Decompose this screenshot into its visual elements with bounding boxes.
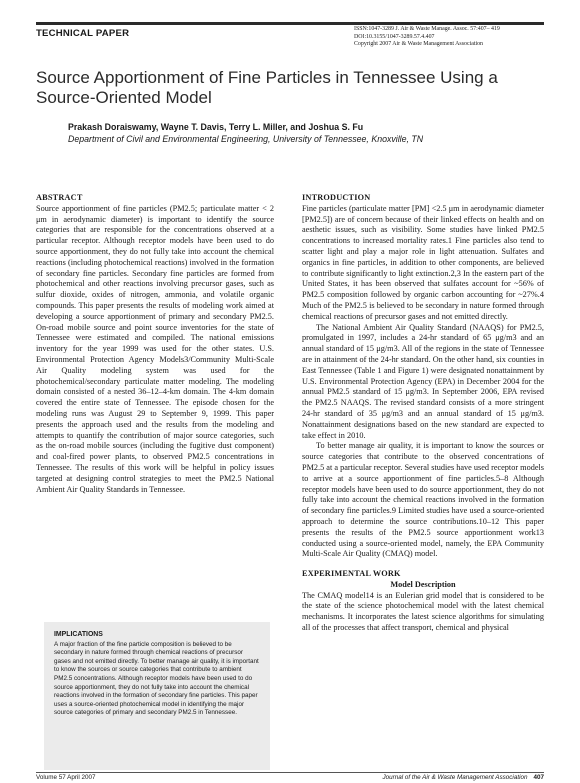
implications-text: A major fraction of the fine particle composition is believed to be secondary in nature formed through chemical reactions of precursor gases and not emitted directly. To better manage air quality, it is important to know the sources or source categories that contribute to ambient PM2.5 concentrations. Although receptor models have been used to do source apportionment, they do not fully take into account the chemical reactions involved in the formation of secondary fine particles. This paper uses a source-oriented photochemical model in identifying the major source categories of primary and secondary PM2.5 in Tennessee.	[54, 640, 259, 717]
footer-journal	[382, 774, 544, 781]
implications-heading: IMPLICATIONS	[54, 631, 103, 638]
journal-citation: ISSN:1047-3289 J. Air & Waste Manage. Assoc. 57:407– 419	[354, 26, 500, 32]
experimental-heading: EXPERIMENTAL WORK	[302, 569, 401, 579]
experimental-para-1: The CMAQ model14 is an Eulerian grid model that is considered to be the state of the science photochemical model with the latest chemical mechanisms. It incorporates the latest science algorithms for simulating all of the processes that affect transport, chemical and physical	[302, 590, 544, 633]
footer-volume: Volume 57 April 2007	[36, 774, 96, 781]
implications-box	[44, 622, 270, 770]
affiliation: Department of Civil and Environmental Engineering, University of Tennessee, Knoxville, TN	[68, 134, 424, 144]
copyright: Copyright 2007 Air & Waste Management Association	[354, 41, 483, 48]
model-description-heading: Model Description	[390, 579, 456, 589]
footer-rule	[36, 772, 544, 773]
introduction-para-3: To better manage air quality, it is important to know the sources or source categories that contribute to the observed concentrations of PM2.5 at a particular receptor. Several studies have used receptor models to arrive at a source apportionment of fine particles.5–8 Although receptor models have been used to do source apportionment, they do not fully take into account the chemical reactions involved in the formation of secondary fine particles.9 Limited studies have used a source-oriented approach to determine the source contributions.10–12 This paper presents the results of the PM2.5 source apportionment work13 conducted using a source-oriented model, namely, the EPA Community Multi-Scale Air Quality (CMAQ) model.	[302, 441, 544, 559]
doi: DOI:10.3155/1047-3289.57.4.407	[354, 33, 435, 40]
abstract-heading: ABSTRACT	[36, 193, 83, 202]
section-label: TECHNICAL PAPER	[36, 28, 130, 39]
journal-meta	[354, 26, 546, 49]
authors: Prakash Doraiswamy, Wayne T. Davis, Terry L. Miller, and Joshua S. Fu	[68, 122, 364, 132]
article-title	[36, 68, 556, 108]
left-column	[36, 193, 274, 495]
right-column	[302, 193, 544, 634]
page-number: 407	[533, 774, 544, 781]
top-rule	[36, 22, 544, 25]
abstract-text: Source apportionment of fine particles (PM2.5; particulate matter < 2 μm in aerodynamic diameter) is important to identify the source categories that are responsible for the concentrations observed at a particular receptor. Although receptor models have been used to do source apportionment, they do not fully take into account the chemical reactions (including photochemical reactions) involved in the formation of secondary fine particles. Secondary fine particles are formed from photochemical and other reactions involving precursor gases, such as sulfur dioxide, oxides of nitrogen, ammonia, and volatile organic compounds. This paper presents the results of modeling work aimed at developing a source apportionment of primary and secondary PM2.5. On-road mobile source and point source inventories for the state of Tennessee were estimated and compiled. The national emissions inventory for the year 1999 was used for the other states. U.S. Environmental Protection Agency Models3/Community Multi-Scale Air Quality modeling system was used for the photochemical/secondary particulate matter modeling. The modeling domain consisted of a nested 36–12–4-km domain. The 4-km domain covered the entire state of Tennessee. The episode chosen for the modeling runs was August 29 to September 9, 1999. This paper presents the approach used and the results from the modeling and attempts to quantify the contribution of major source categories, such as the on-road mobile sources (including the fugitive dust component) and coal-fired power plants, to observed PM2.5 concentrations in Tennessee. The results of this work will be helpful in policy issues targeted at designing control strategies to meet the PM2.5 National Ambient Air Quality Standards in Tennessee.	[36, 203, 274, 494]
title-line-1: Source Apportionment of Fine Particles in Tennessee Using a	[36, 68, 498, 87]
introduction-para-2: The National Ambient Air Quality Standard (NAAQS) for PM2.5, promulgated in 1997, includes a 24-hr standard of 65 μg/m3 and an annual standard of 15 μg/m3. All of the regions in the state of Tennessee are in attainment of the 24-hr standard. On the other hand, six counties in East Tennessee (Table 1 and Figure 1) were designated nonattainment by U.S. Environmental Protection Agency (EPA) in December 2004 for the annual PM2.5 standard of 15 μg/m3. In September 2006, EPA revised the PM2.5 NAAQS. The revised standard consists of a more stringent 24-hr standard of 35 μg/m3 and an annual standard of 15 μg/m3. Nonattainment designations based on the new standard are expected to take effect in 2010.	[302, 322, 544, 440]
title-line-2: Source-Oriented Model	[36, 88, 212, 107]
introduction-heading: INTRODUCTION	[302, 193, 371, 202]
introduction-para-1: Fine particles (particulate matter [PM] <2.5 μm in aerodynamic diameter [PM2.5]) are of concern because of their linked effects on health and on aesthetic issues, such as visibility. Some studies have linked PM2.5 concentrations to increased mortality rates.1 Fine particles also tend to scatter light and play a major role in light attenuation. Sulfates and organics in fine particles, in addition to other components, are believed to contribute significantly to light extinction.2,3 In the eastern part of the United States, it has been observed that sulfates account for ~56% of PM2.5 composition followed by organic carbon accounting for ~27%.4 Much of the PM2.5 is believed to be secondary in nature formed through chemical reactions of precursor gases and not emitted directly.	[302, 203, 544, 321]
footer-journal-name: Journal of the Air & Waste Management Association	[382, 774, 528, 781]
